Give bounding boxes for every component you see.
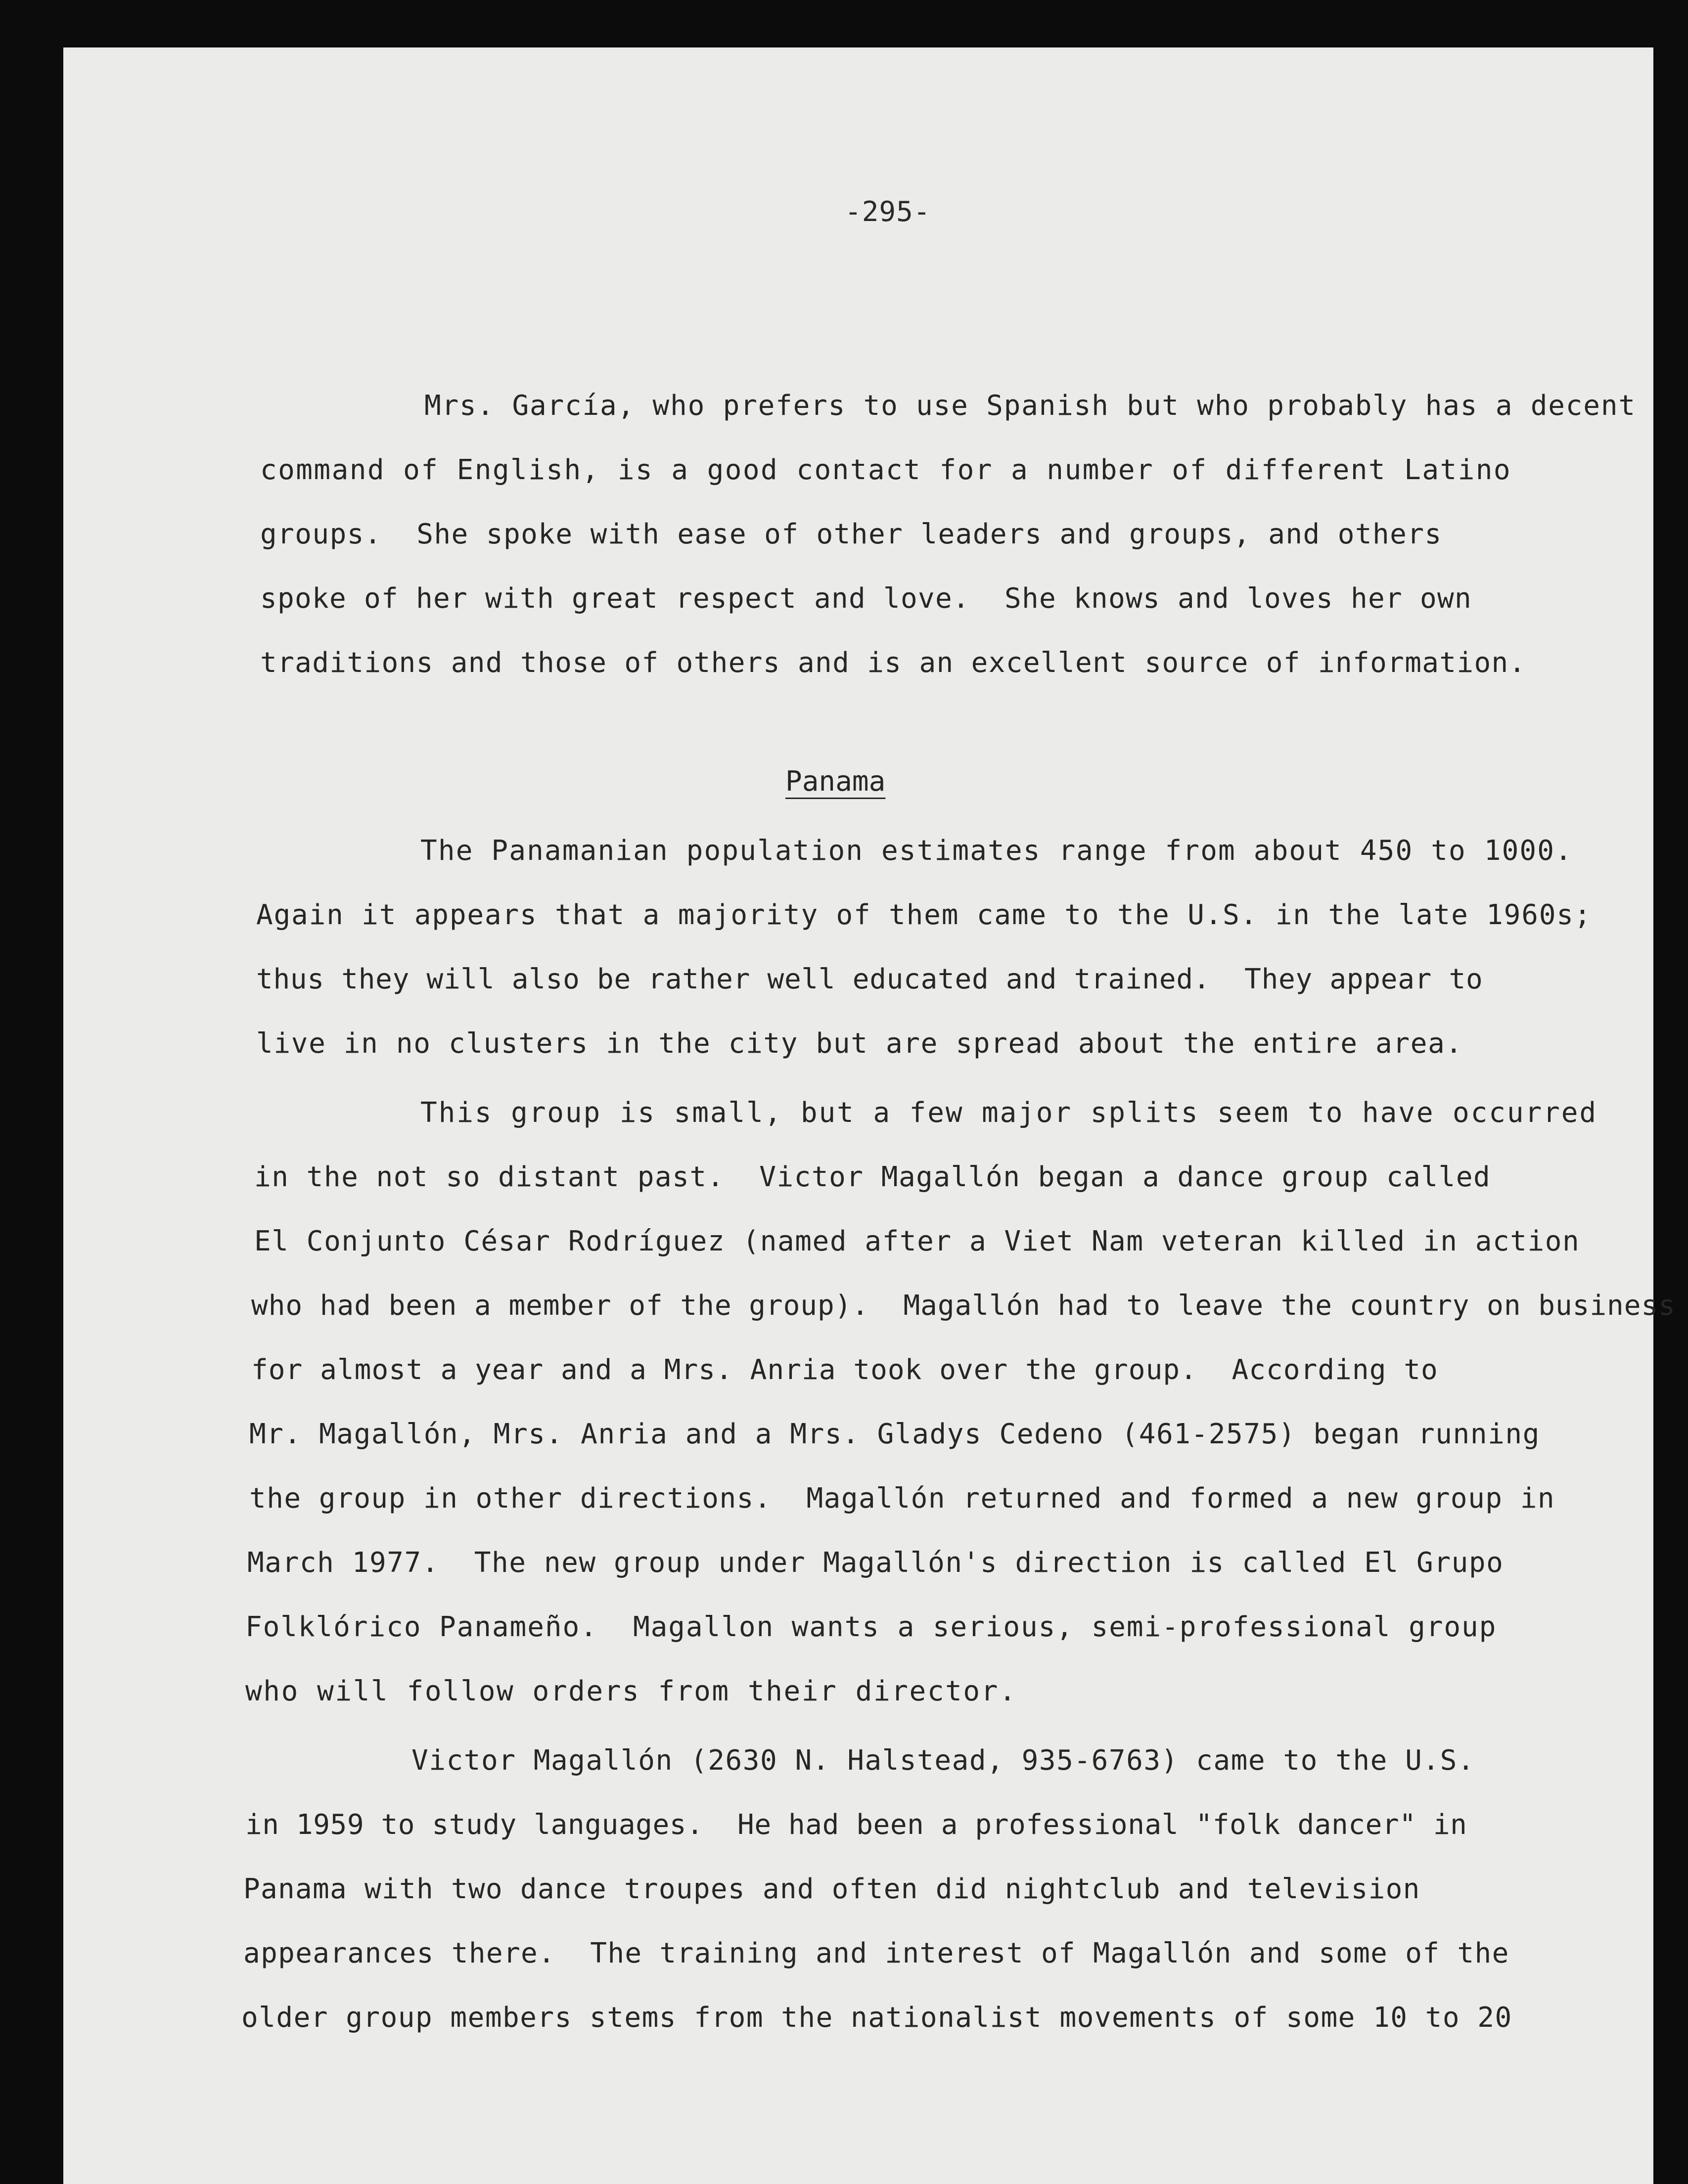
- paragraph-3-line-3: El Conjunto César Rodríguez (named after a Viet Nam veteran killed in action: [254, 1225, 1580, 1257]
- paragraph-3-line-10: who will follow orders from their director.: [245, 1675, 1017, 1707]
- paragraph-1-line-5: traditions and those of others and is an excellent source of information.: [260, 647, 1526, 679]
- section-heading: Panama: [785, 765, 886, 798]
- paragraph-4-line-3: Panama with two dance troupes and often did nightclub and television: [243, 1873, 1420, 1905]
- paragraph-4-line-5: older group members stems from the nationalist movements of some 10 to 20: [241, 2002, 1512, 2034]
- paragraph-3-line-5: for almost a year and a Mrs. Anria took over the group. According to: [251, 1354, 1438, 1386]
- paragraph-3-line-8: March 1977. The new group under Magallón's direction is called El Grupo: [247, 1547, 1504, 1579]
- paragraph-3-line-1: This group is small, but a few major splits seem to have occurred: [420, 1097, 1597, 1129]
- paragraph-2-line-2: Again it appears that a majority of them came to the U.S. in the late 1960s;: [256, 899, 1592, 931]
- paragraph-1-line-3: groups. She spoke with ease of other leaders and groups, and others: [260, 518, 1442, 550]
- paragraph-1-line-4: spoke of her with great respect and love. She knows and loves her own: [260, 582, 1472, 615]
- paragraph-3-line-9: Folklórico Panameño. Magallon wants a serious, semi-professional group: [245, 1611, 1497, 1643]
- paragraph-2-line-4: live in no clusters in the city but are spread about the entire area.: [256, 1027, 1463, 1060]
- paragraph-3-line-6: Mr. Magallón, Mrs. Anria and a Mrs. Gladys Cedeno (461-2575) began running: [249, 1418, 1540, 1450]
- page-number: -295-: [845, 196, 931, 228]
- paragraph-1-line-1: Mrs. García, who prefers to use Spanish but who probably has a decent: [424, 390, 1636, 422]
- paragraph-4-line-2: in 1959 to study languages. He had been a professional "folk dancer" in: [245, 1809, 1467, 1841]
- paragraph-3-line-2: in the not so distant past. Victor Magallón began a dance group called: [254, 1161, 1491, 1193]
- paragraph-2-line-1: The Panamanian population estimates range from about 450 to 1000.: [420, 835, 1573, 867]
- paragraph-2-line-3: thus they will also be rather well educated and trained. They appear to: [256, 963, 1483, 995]
- paragraph-3-line-7: the group in other directions. Magallón returned and formed a new group in: [249, 1482, 1555, 1515]
- paragraph-4-line-4: appearances there. The training and interest of Magallón and some of the: [243, 1937, 1509, 1969]
- paragraph-3-line-4: who had been a member of the group). Magallón had to leave the country on business: [251, 1290, 1676, 1322]
- document-page: [63, 47, 1676, 2184]
- paragraph-1-line-2: command of English, is a good contact for a number of different Latino: [260, 454, 1512, 486]
- paragraph-4-line-1: Victor Magallón (2630 N. Halstead, 935-6763) came to the U.S.: [411, 1744, 1475, 1777]
